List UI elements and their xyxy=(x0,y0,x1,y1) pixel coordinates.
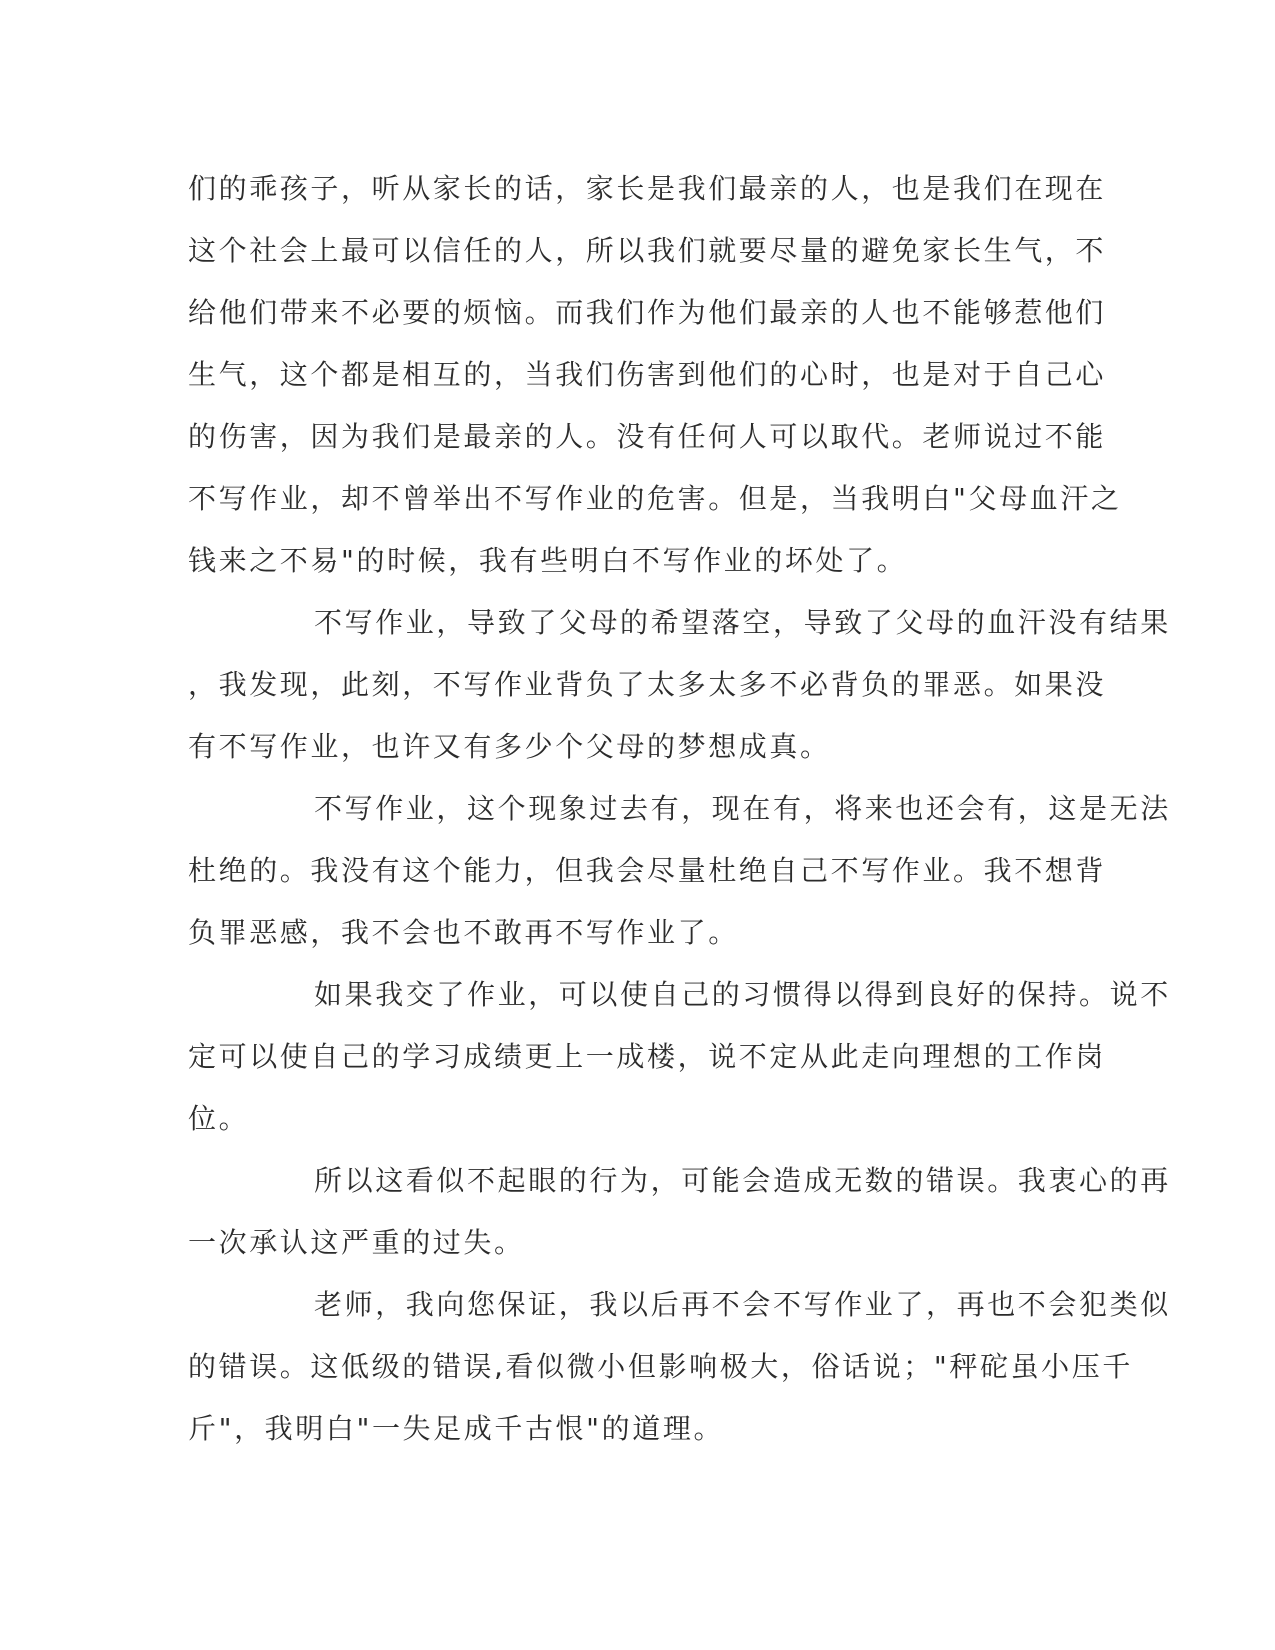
body-text xyxy=(188,158,1171,1460)
text-line: 生气，这个都是相互的，当我们伤害到他们的心时，也是对于自己心 xyxy=(188,358,1107,391)
text-line: 老师，我向您保证，我以后再不会不写作业了，再也不会犯类似 xyxy=(314,1288,1171,1321)
text-line: 一次承认这严重的过失。 xyxy=(188,1226,525,1259)
text-line: 所以这看似不起眼的行为，可能会造成无数的错误。我衷心的再 xyxy=(314,1164,1171,1197)
text-line: 的错误。这低级的错误,看似微小但影响极大，俗话说；"秤砣虽小压千 xyxy=(188,1350,1133,1383)
text-line: 有不写作业，也许又有多少个父母的梦想成真。 xyxy=(188,730,831,763)
text-line: 这个社会上最可以信任的人，所以我们就要尽量的避免家长生气，不 xyxy=(188,234,1107,267)
paragraph-2 xyxy=(188,592,1171,778)
text-line: ，我发现，此刻，不写作业背负了太多太多不必背负的罪恶。如果没 xyxy=(188,668,1107,701)
paragraph-3 xyxy=(188,778,1171,964)
text-line: 位。 xyxy=(188,1102,250,1135)
text-line: 负罪恶感，我不会也不敢再不写作业了。 xyxy=(188,916,739,949)
paragraph-5 xyxy=(188,1150,1171,1274)
text-line: 的伤害，因为我们是最亲的人。没有任何人可以取代。老师说过不能 xyxy=(188,420,1107,453)
text-line: 斤"，我明白"一失足成千古恨"的道理。 xyxy=(188,1412,725,1445)
text-line: 定可以使自己的学习成绩更上一成楼，说不定从此走向理想的工作岗 xyxy=(188,1040,1107,1073)
text-line: 如果我交了作业，可以使自己的习惯得以得到良好的保持。说不 xyxy=(314,978,1171,1011)
text-line: 们的乖孩子，听从家长的话，家长是我们最亲的人，也是我们在现在 xyxy=(188,172,1107,205)
text-line: 不写作业，却不曾举出不写作业的危害。但是，当我明白"父母血汗之 xyxy=(188,482,1122,515)
paragraph-6 xyxy=(188,1274,1171,1460)
text-line: 钱来之不易"的时候，我有些明白不写作业的坏处了。 xyxy=(188,544,908,577)
paragraph-4 xyxy=(188,964,1171,1150)
text-line: 不写作业，导致了父母的希望落空，导致了父母的血汗没有结果 xyxy=(314,606,1171,639)
text-line: 给他们带来不必要的烦恼。而我们作为他们最亲的人也不能够惹他们 xyxy=(188,296,1107,329)
text-line: 杜绝的。我没有这个能力，但我会尽量杜绝自己不写作业。我不想背 xyxy=(188,854,1107,887)
text-line: 不写作业，这个现象过去有，现在有，将来也还会有，这是无法 xyxy=(314,792,1171,825)
paragraph-1 xyxy=(188,158,1122,592)
